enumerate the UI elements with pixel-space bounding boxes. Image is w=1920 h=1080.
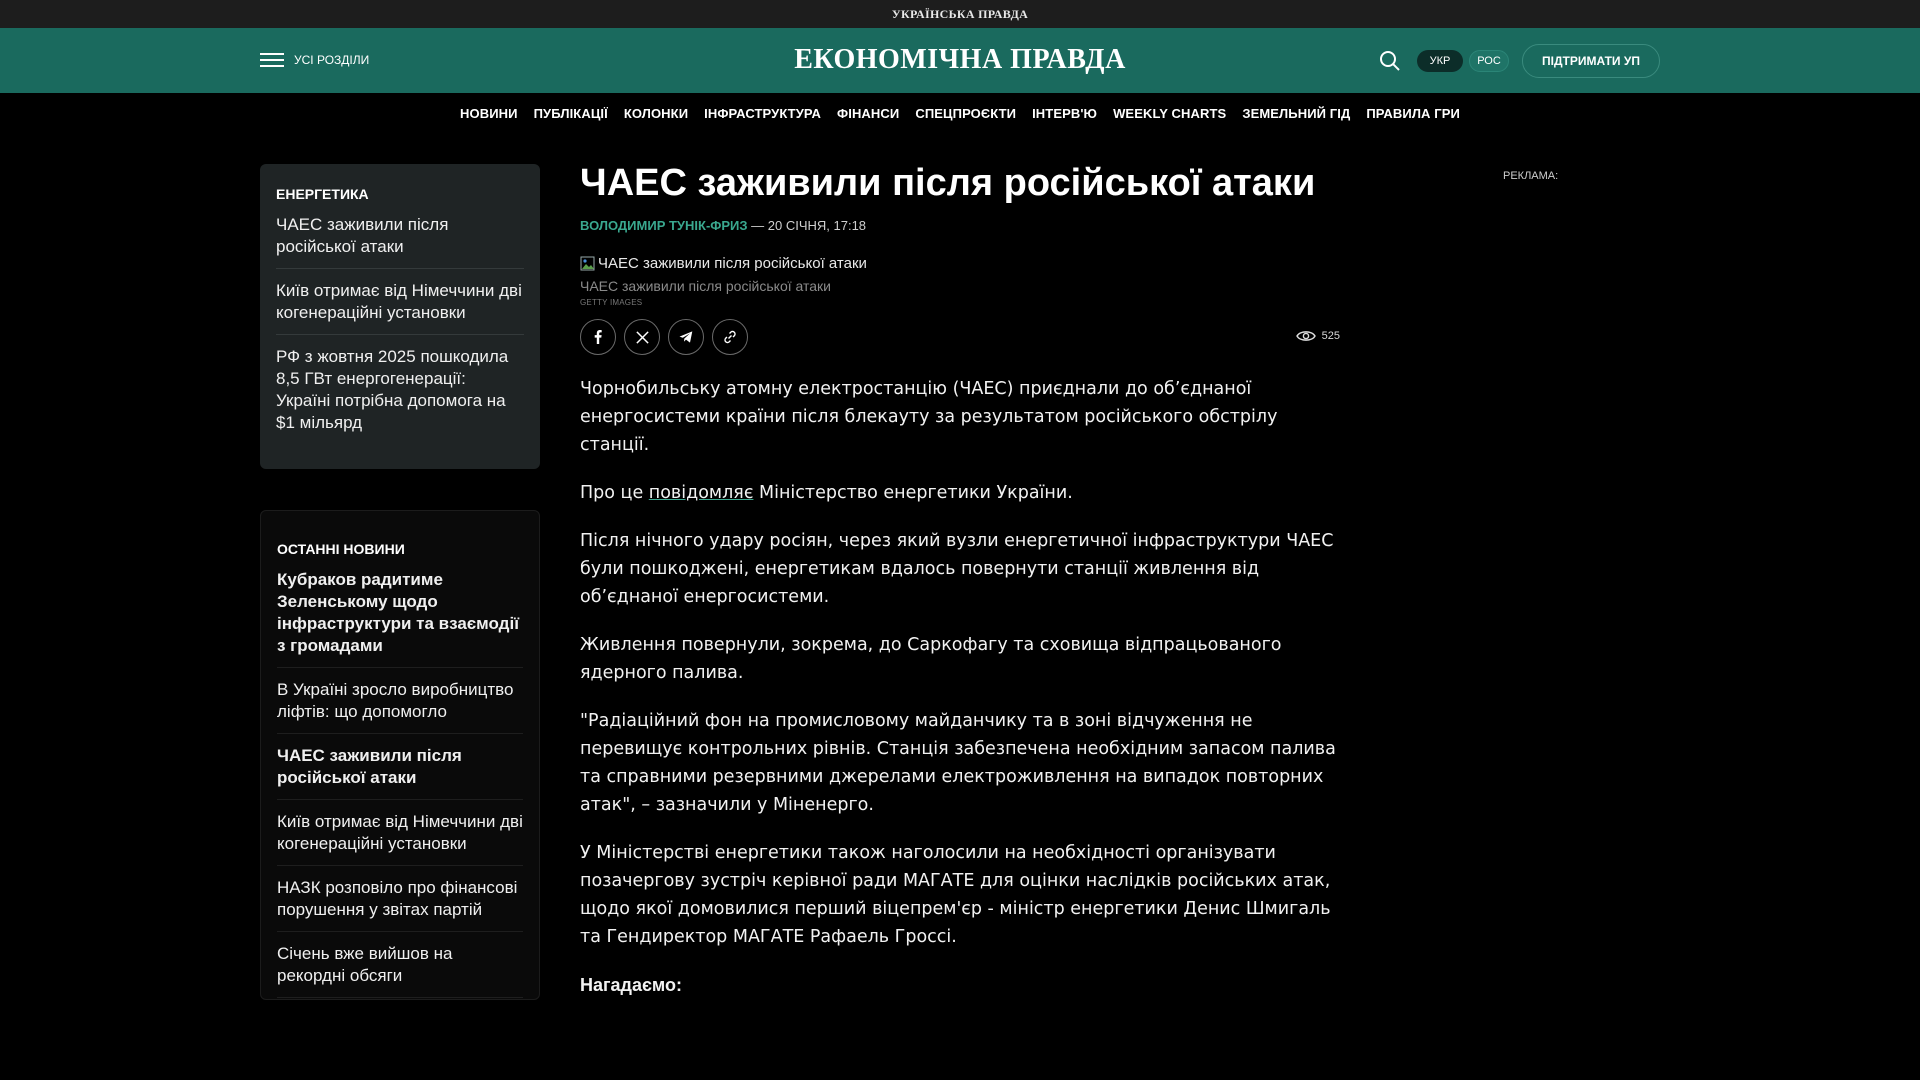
language-ros-button[interactable]: РОС bbox=[1469, 50, 1509, 72]
article-paragraph: У Міністерстві енергетики також наголосили на необхідності організувати позачергову зустріч керівної ради МАГАТЕ для оцінки наслідків російських атак, щодо якої домовилися перший віцепрем'єр - міністр енергетики Денис Шмигаль та Гендиректор МАГАТЕ Рафаель Гроссі. bbox=[580, 843, 1331, 947]
link-icon bbox=[722, 329, 738, 345]
top-brand-strip bbox=[0, 0, 1920, 28]
broken-image-icon bbox=[580, 256, 596, 272]
nav-item-news[interactable]: НОВИНИ bbox=[460, 105, 518, 121]
latest-news-item[interactable]: Січень вже вийшов на рекордні обсяги bbox=[277, 943, 523, 998]
facebook-icon bbox=[590, 329, 606, 345]
nav-item-finance[interactable]: ФІНАНСИ bbox=[837, 105, 900, 121]
ad-label: РЕКЛАМА: bbox=[1503, 170, 1559, 182]
article bbox=[580, 160, 1340, 1019]
all-sections-label: УСІ РОЗДІЛИ bbox=[294, 53, 370, 67]
eye-icon bbox=[1296, 329, 1316, 343]
support-button[interactable]: ПІДТРИМАТИ УП bbox=[1522, 44, 1660, 78]
article-author-link[interactable]: ВОЛОДИМИР ТУНІК-ФРИЗ bbox=[580, 218, 748, 233]
x-share-button[interactable] bbox=[624, 319, 660, 355]
image-caption: ЧАЕС заживили після російської атаки bbox=[580, 278, 831, 294]
article-paragraph: "Радіаційний фон на промисловому майданчику та в зоні відчуження не перевищує контрольних рівнів. Станція забезпечена необхідним запасом палива та справними резервними джерелами електроживлення на випадок повторних атак", – зазначили у Міненерго. bbox=[580, 711, 1336, 815]
source-text-before: Про це bbox=[580, 483, 649, 503]
latest-news-item[interactable]: НАЗК розповіло про фінансові порушення у звітах партій bbox=[277, 877, 523, 932]
facebook-share-button[interactable] bbox=[580, 319, 616, 355]
article-image-alt: ЧАЕС заживили після російської атаки bbox=[598, 255, 867, 272]
source-text-after: Міністерство енергетики України. bbox=[753, 483, 1073, 503]
article-paragraph: Чорнобильську атомну електростанцію (ЧАЕС) приєднали до об’єднаної енергосистеми країни після блекауту за результатом російського обстрілу станції. bbox=[580, 379, 1278, 455]
copy-link-button[interactable] bbox=[712, 319, 748, 355]
article-paragraph: Живлення повернули, зокрема, до Саркофагу та сховища відпрацьованого ядерного палива. bbox=[580, 635, 1282, 683]
search-icon[interactable] bbox=[1378, 49, 1402, 73]
nav-item-land-guide[interactable]: ЗЕМЕЛЬНИЙ ГІД bbox=[1242, 105, 1351, 121]
telegram-share-button[interactable] bbox=[668, 319, 704, 355]
article-paragraph-source bbox=[580, 479, 1340, 507]
latest-news-item[interactable]: ЧАЕС заживили після російської атаки bbox=[277, 745, 523, 800]
language-ukr-button[interactable]: УКР bbox=[1417, 50, 1463, 72]
site-header bbox=[0, 28, 1920, 93]
article-byline bbox=[580, 218, 1340, 233]
article-image bbox=[580, 255, 1340, 272]
nav-item-weekly-charts[interactable]: WEEKLY CHARTS bbox=[1113, 105, 1227, 121]
ukrainska-pravda-link[interactable]: УКРАЇНСЬКА ПРАВДА bbox=[891, 6, 1029, 21]
view-count bbox=[1296, 329, 1340, 343]
nav-item-rules-of-game[interactable]: ПРАВИЛА ГРИ bbox=[1366, 105, 1460, 121]
nav-item-infrastructure[interactable]: ІНФРАСТРУКТУРА bbox=[704, 105, 822, 121]
latest-news-box bbox=[260, 510, 540, 1000]
latest-news-item[interactable]: В Україні зросло виробництво ліфтів: що допомогло bbox=[277, 679, 523, 734]
latest-news-title: ОСТАННІ НОВИНИ bbox=[277, 541, 405, 557]
nav-item-columns[interactable]: КОЛОНКИ bbox=[623, 105, 689, 121]
x-icon bbox=[635, 330, 650, 345]
article-paragraph: Після нічного удару росіян, через який вузли енергетичної інфраструктури ЧАЕС були пошкоджені, енергетикам вдалось повернути станції живлення від об’єднаної енергосистеми. bbox=[580, 531, 1334, 607]
view-count-value: 525 bbox=[1321, 330, 1340, 342]
nav-item-special-projects[interactable]: СПЕЦПРОЄКТИ bbox=[915, 105, 1017, 121]
reminder-heading: Нагадаємо: bbox=[580, 975, 682, 995]
main-nav bbox=[0, 93, 1920, 133]
latest-news-list bbox=[277, 569, 523, 998]
article-body bbox=[580, 375, 1340, 999]
energy-section-title[interactable]: ЕНЕРГЕТИКА bbox=[276, 186, 369, 202]
nav-item-interviews[interactable]: ІНТЕРВ'Ю bbox=[1032, 105, 1098, 121]
source-link[interactable]: повідомляє bbox=[648, 483, 754, 503]
nav-item-publications[interactable]: ПУБЛІКАЦІЇ bbox=[533, 105, 608, 121]
article-date: — 20 СІЧНЯ, 17:18 bbox=[751, 218, 867, 233]
energy-list-item[interactable]: РФ з жовтня 2025 пошкодила 8,5 ГВт енергогенерації: Україні потрібна допомога на $1 мільярд bbox=[276, 347, 509, 432]
energy-list-item[interactable]: ЧАЕС заживили після російської атаки bbox=[276, 214, 524, 269]
latest-news-item[interactable]: Київ отримає від Німеччини дві когенераційні установки bbox=[277, 811, 523, 866]
image-credit: GETTY IMAGES bbox=[580, 298, 643, 307]
energy-section-box bbox=[260, 164, 540, 469]
energy-list bbox=[276, 214, 524, 444]
telegram-icon bbox=[678, 329, 694, 345]
share-bar bbox=[580, 319, 1340, 357]
article-title: ЧАЕС заживили після російської атаки bbox=[580, 162, 1316, 204]
energy-list-item[interactable]: Київ отримає від Німеччини дві когенераційні установки bbox=[276, 280, 524, 335]
latest-news-item[interactable]: Кубраков радитиме Зеленському щодо інфраструктури та взаємодії з громадами bbox=[277, 569, 523, 668]
site-logo-link[interactable]: ЕКОНОМІЧНА ПРАВДА bbox=[794, 44, 1126, 75]
